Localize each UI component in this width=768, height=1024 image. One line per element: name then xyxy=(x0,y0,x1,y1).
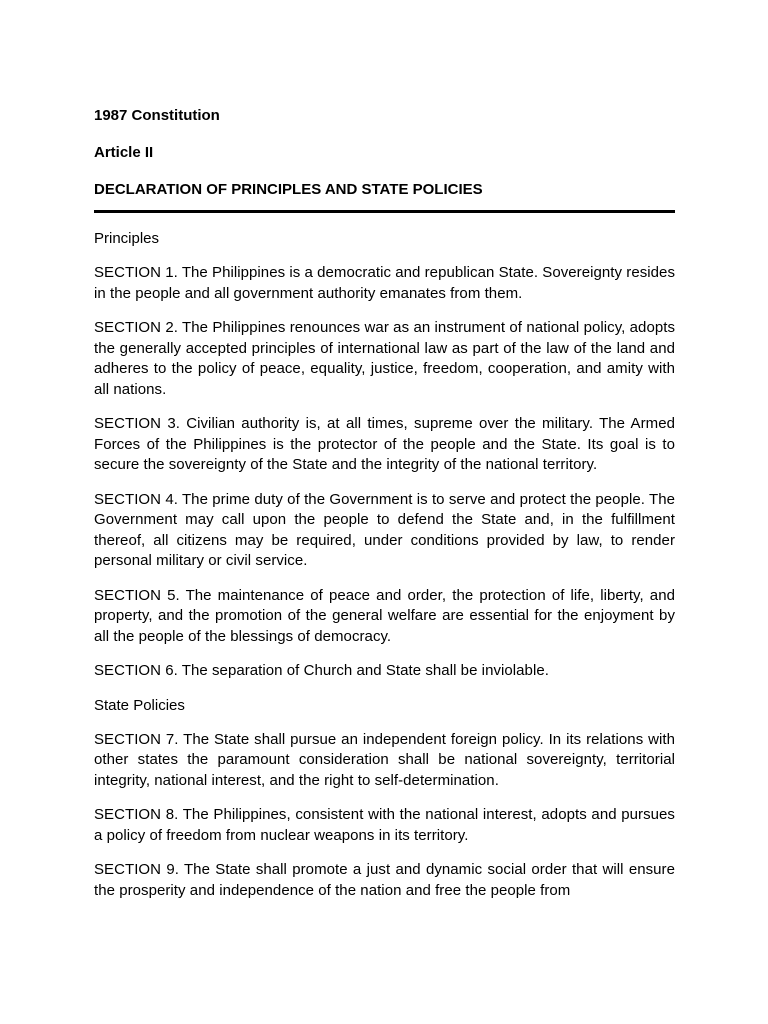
section-8: SECTION 8. The Philippines, consistent with the national interest, adopts and pursues a policy of freedom from nuclear weapons in its territory. xyxy=(94,806,675,844)
section-5: SECTION 5. The maintenance of peace and order, the protection of life, liberty, and property, and the promotion of the general welfare are essential for the enjoyment by all the people of the blessings of democracy. xyxy=(94,586,675,645)
section-7: SECTION 7. The State shall pursue an independent foreign policy. In its relations with other states the paramount consideration shall be national sovereignty, territorial integrity, national interest, and the right to self-determination. xyxy=(94,730,675,789)
document-title: 1987 Constitution xyxy=(94,107,220,124)
section-3: SECTION 3. Civilian authority is, at all times, supreme over the military. The Armed Forces of the Philippines is the protector of the people and the State. Its goal is to secure the sovereignty of the State and the integrity of the national territory. xyxy=(94,415,675,473)
section-1: SECTION 1. The Philippines is a democratic and republican State. Sovereignty resides in the people and all government authority emanates from them. xyxy=(94,264,675,302)
part-heading-principles: Principles xyxy=(94,230,160,247)
title-divider xyxy=(94,210,675,213)
section-2: SECTION 2. The Philippines renounces war as an instrument of national policy, adopts the generally accepted principles of international law as part of the law of the land and adheres to the policy of peace, equality, justice, freedom, cooperation, and amity with all nations. xyxy=(94,319,675,398)
document-page xyxy=(94,106,675,915)
part-heading-state-policies: State Policies xyxy=(94,696,185,714)
article-title: DECLARATION OF PRINCIPLES AND STATE POLICIES xyxy=(94,181,483,198)
section-9: SECTION 9. The State shall promote a just and dynamic social order that will ensure the prosperity and independence of the nation and free the people from xyxy=(94,861,675,899)
article-number: Article II xyxy=(94,144,154,161)
section-6: SECTION 6. The separation of Church and State shall be inviolable. xyxy=(94,662,549,679)
section-4: SECTION 4. The prime duty of the Government is to serve and protect the people. The Government may call upon the people to defend the State and, in the fulfillment thereof, all citizens may be required, under conditions provided by law, to render personal military or civil service. xyxy=(94,490,675,569)
